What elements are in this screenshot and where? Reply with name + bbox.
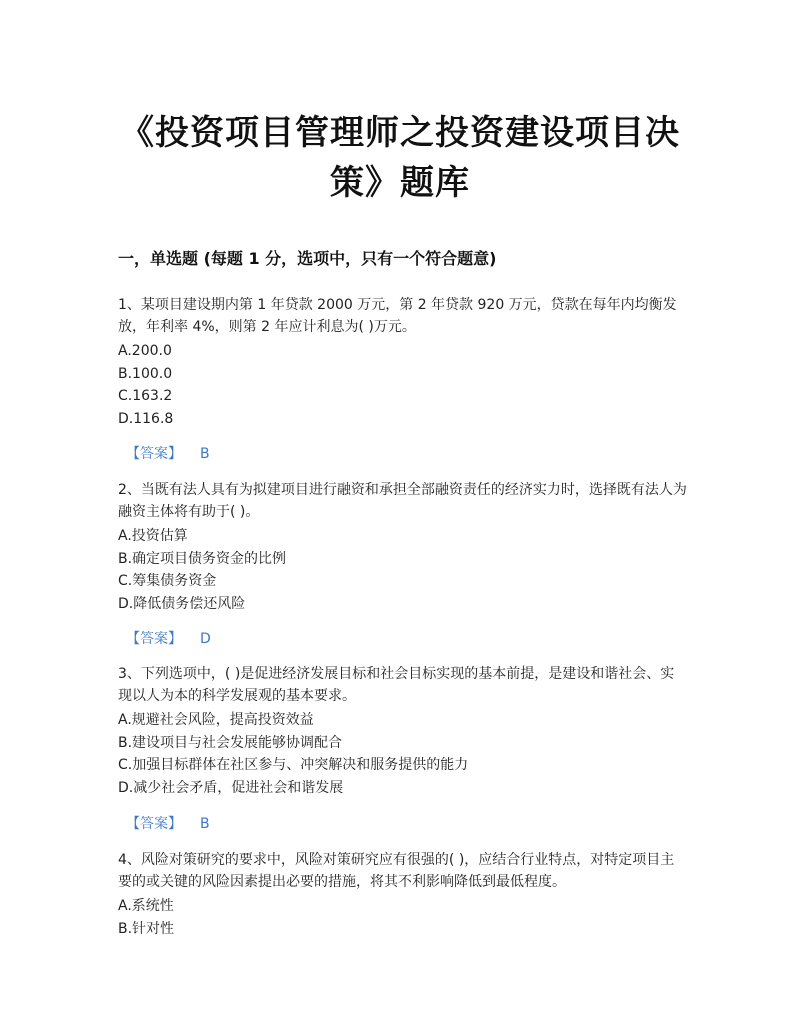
option-c: C.加强目标群体在社区参与、冲突解决和服务提供的能力 <box>118 757 469 773</box>
option-b: B.建设项目与社会发展能够协调配合 <box>118 734 343 751</box>
question-3 <box>118 663 688 799</box>
answer-value: D <box>200 631 211 647</box>
answer-3 <box>126 813 210 833</box>
question-stem: 3、下列选项中，( )是促进经济发展目标和社会目标实现的基本前提，是建设和谐社会、实现以人为本的科学发展观的基本要求。 <box>118 666 675 704</box>
answer-value: B <box>200 446 210 462</box>
document-title <box>100 108 700 208</box>
option-b: B.100.0 <box>118 365 173 382</box>
question-stem: 4、风险对策研究的要求中，风险对策研究应有很强的( )，应结合行业特点，对特定项目主要的或关键的风险因素提出必要的措施，将其不利影响降低到最低程度。 <box>118 852 675 890</box>
option-d: D.116.8 <box>118 410 174 427</box>
option-a: A.规避社会风险，提高投资效益 <box>118 712 314 728</box>
answer-label: 【答案】 <box>126 816 182 832</box>
answer-1 <box>126 443 210 463</box>
option-a: A.系统性 <box>118 898 174 914</box>
question-stem: 1、某项目建设期内第 1 年贷款 2000 万元，第 2 年贷款 920 万元，贷款在每年内均衡发放，年利率 4%，则第 2 年应计利息为( )万元。 <box>118 297 677 335</box>
option-b: B.确定项目债务资金的比例 <box>118 550 287 567</box>
title-line-2: 策》题库 <box>330 163 470 203</box>
section-heading: 一，单选题 (每题 1 分，选项中，只有一个符合题意) <box>118 249 497 268</box>
question-2 <box>118 479 688 615</box>
option-d: D.减少社会矛盾，促进社会和谐发展 <box>118 779 344 796</box>
question-4 <box>118 849 688 940</box>
option-d: D.降低债务偿还风险 <box>118 595 246 612</box>
option-c: C.163.2 <box>118 388 173 404</box>
title-line-1: 《投资项目管理师之投资建设项目决 <box>120 113 680 153</box>
answer-label: 【答案】 <box>126 446 182 462</box>
answer-value: B <box>200 816 210 832</box>
option-a: A.200.0 <box>118 343 172 359</box>
question-stem: 2、当既有法人具有为拟建项目进行融资和承担全部融资责任的经济实力时，选择既有法人为融资主体将有助于( )。 <box>118 482 687 520</box>
option-b: B.针对性 <box>118 920 175 937</box>
answer-label: 【答案】 <box>126 631 182 647</box>
option-a: A.投资估算 <box>118 528 188 544</box>
question-1 <box>118 294 688 430</box>
answer-2 <box>126 628 211 648</box>
option-c: C.筹集债务资金 <box>118 573 217 589</box>
